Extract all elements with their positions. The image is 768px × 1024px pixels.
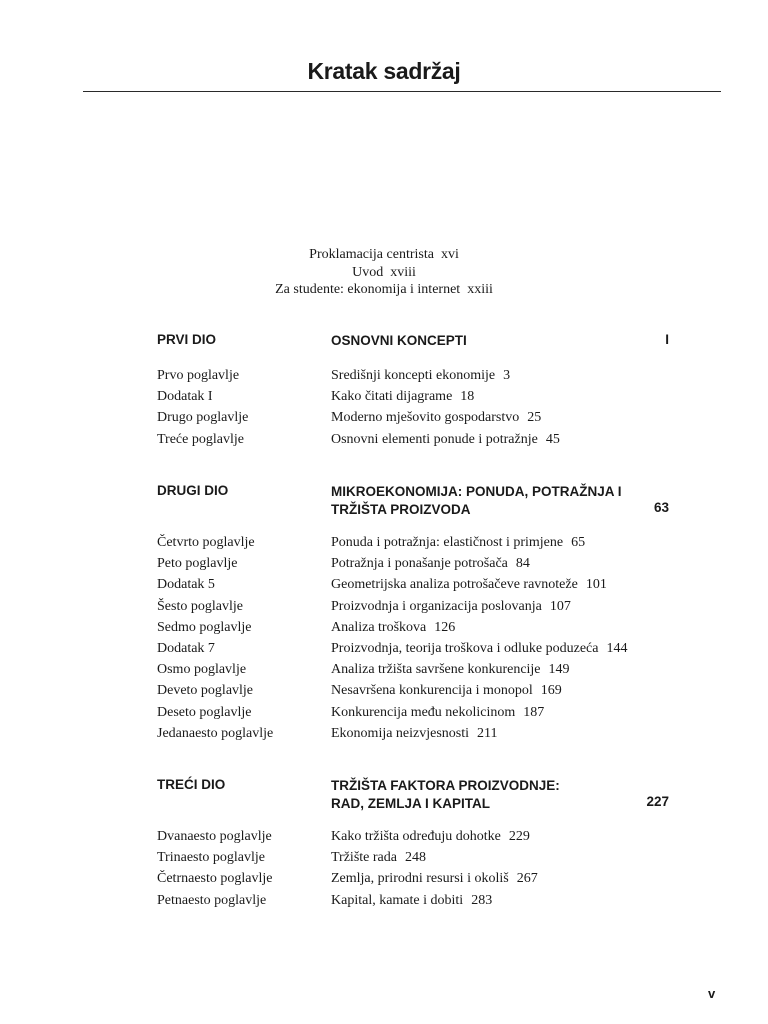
toc-row — [0, 723, 768, 744]
part-1-title — [331, 332, 671, 350]
entry-title: Za studente: ekonomija i internet — [275, 282, 461, 297]
entry-title: Proklamacija centrista — [309, 247, 434, 262]
page-number: v — [708, 986, 716, 1001]
front-matter-entry — [0, 246, 768, 264]
chapter-page: 84 — [515, 556, 530, 572]
chapter-page: 45 — [545, 431, 560, 447]
front-matter-entry — [0, 281, 768, 299]
chapter-title: Zemlja, prirodni resursi i okoliš 267 — [331, 871, 538, 887]
part-title-line: TRŽIŠTA FAKTORA PROIZVODNJE: — [331, 778, 560, 793]
chapter-title: Nesavršena konkurencija i monopol 169 — [331, 683, 562, 699]
part-1-chapter-list — [0, 365, 768, 450]
part-2-page: 63 — [653, 500, 669, 515]
chapter-title: Ekonomija neizvjesnosti 211 — [331, 725, 498, 741]
chapter-page: 101 — [585, 577, 607, 593]
part-3-chapter-list — [0, 826, 768, 911]
chapter-title: Moderno mješovito gospodarstvo 25 — [331, 410, 542, 426]
part-title-line: MIKROEKONOMIJA: PONUDA, POTRAŽNJA I — [331, 484, 622, 499]
chapter-label: Dodatak 7 — [157, 640, 215, 656]
chapter-page: 18 — [460, 389, 475, 405]
chapter-label: Deveto poglavlje — [157, 683, 254, 699]
part-title-line: TRŽIŠTA PROIZVODA — [331, 502, 471, 517]
toc-row — [0, 574, 768, 595]
entry-page: xxiii — [467, 282, 493, 297]
chapter-title: Konkurencija među nekolicinom 187 — [331, 704, 545, 720]
chapter-label: Deseto poglavlje — [157, 704, 252, 720]
toc-row — [0, 890, 768, 911]
front-matter — [0, 246, 768, 299]
toc-row — [0, 386, 768, 407]
chapter-label: Osmo poglavlje — [157, 662, 247, 678]
toc-row — [0, 407, 768, 428]
chapter-label: Peto poglavlje — [157, 556, 238, 572]
chapter-page: 144 — [606, 640, 628, 656]
chapter-title: Osnovni elementi ponude i potražnje 45 — [331, 431, 560, 447]
chapter-title: Tržište rada 248 — [331, 850, 426, 866]
chapter-label: Treće poglavlje — [157, 431, 244, 447]
toc-row — [0, 680, 768, 701]
chapter-label: Drugo poglavlje — [157, 410, 249, 426]
chapter-page: 65 — [571, 535, 586, 550]
chapter-page: 211 — [477, 725, 498, 741]
chapter-label: Četrnaesto poglavlje — [157, 871, 273, 887]
entry-page: xvi — [440, 247, 459, 262]
chapter-label: Dodatak 5 — [157, 577, 215, 593]
entry-page: xviii — [390, 264, 416, 280]
chapter-title: Ponuda i potražnja: elastičnost i primjene 65 — [331, 535, 586, 550]
part-3-title — [331, 777, 671, 813]
chapter-page: 107 — [549, 598, 571, 614]
part-1-label: PRVI DIO — [157, 332, 217, 347]
chapter-page: 169 — [540, 683, 562, 699]
chapter-label: Trinaesto poglavlje — [157, 850, 265, 866]
part-3-page: 227 — [646, 794, 669, 809]
part-title-line: RAD, ZEMLJA I KAPITAL — [331, 796, 490, 811]
front-matter-entry — [0, 264, 768, 282]
chapter-label: Petnaesto poglavlje — [157, 892, 267, 908]
chapter-page: 283 — [471, 892, 493, 908]
part-title-line: OSNOVNI KONCEPTI — [331, 333, 467, 348]
part-2-label: DRUGI DIO — [157, 483, 229, 498]
toc-row — [0, 702, 768, 723]
part-2-chapter-list — [0, 532, 768, 744]
toc-row — [0, 429, 768, 450]
toc-row — [0, 868, 768, 889]
chapter-label: Šesto poglavlje — [157, 598, 243, 614]
chapter-title: Proizvodnja, teorija troškova i odluke poduzeća 144 — [331, 640, 628, 656]
chapter-title: Kako tržišta određuju dohotke 229 — [331, 829, 530, 844]
chapter-page: 3 — [503, 368, 511, 383]
chapter-page: 267 — [516, 871, 538, 887]
chapter-title: Kako čitati dijagrame 18 — [331, 389, 475, 405]
toc-row — [0, 553, 768, 574]
toc-row — [0, 638, 768, 659]
chapter-title: Središnji koncepti ekonomije 3 — [331, 368, 511, 383]
part-2-title — [331, 483, 671, 519]
title-rule — [83, 91, 721, 92]
toc-row — [0, 826, 768, 847]
toc-row — [0, 365, 768, 386]
chapter-page: 187 — [523, 704, 545, 720]
chapter-page: 25 — [527, 410, 542, 426]
chapter-title: Analiza tržišta savršene konkurencije 149 — [331, 662, 570, 678]
chapter-title: Analiza troškova 126 — [331, 619, 456, 635]
chapter-page: 126 — [434, 619, 456, 635]
chapter-page: 149 — [548, 662, 570, 678]
page-title: Kratak sadržaj — [307, 58, 461, 84]
chapter-label: Dodatak I — [157, 389, 213, 405]
chapter-page: 248 — [404, 850, 426, 866]
part-1-page: I — [665, 332, 669, 347]
chapter-label: Sedmo poglavlje — [157, 619, 252, 635]
toc-row — [0, 617, 768, 638]
toc-row — [0, 596, 768, 617]
toc-row — [0, 532, 768, 553]
toc-row — [0, 847, 768, 868]
entry-title: Uvod — [352, 264, 384, 280]
chapter-title: Kapital, kamate i dobiti 283 — [331, 892, 493, 908]
chapter-label: Dvanaesto poglavlje — [157, 829, 272, 844]
part-3-label: TREĆI DIO — [157, 777, 226, 792]
chapter-label: Jedanaesto poglavlje — [157, 725, 274, 741]
chapter-label: Prvo poglavlje — [157, 368, 240, 383]
chapter-title: Geometrijska analiza potrošačeve ravnoteže 101 — [331, 577, 607, 593]
chapter-page: 229 — [508, 829, 530, 844]
chapter-label: Četvrto poglavlje — [157, 535, 255, 550]
chapter-title: Potražnja i ponašanje potrošača 84 — [331, 556, 530, 572]
toc-row — [0, 659, 768, 680]
chapter-title: Proizvodnja i organizacija poslovanja 107 — [331, 598, 571, 614]
